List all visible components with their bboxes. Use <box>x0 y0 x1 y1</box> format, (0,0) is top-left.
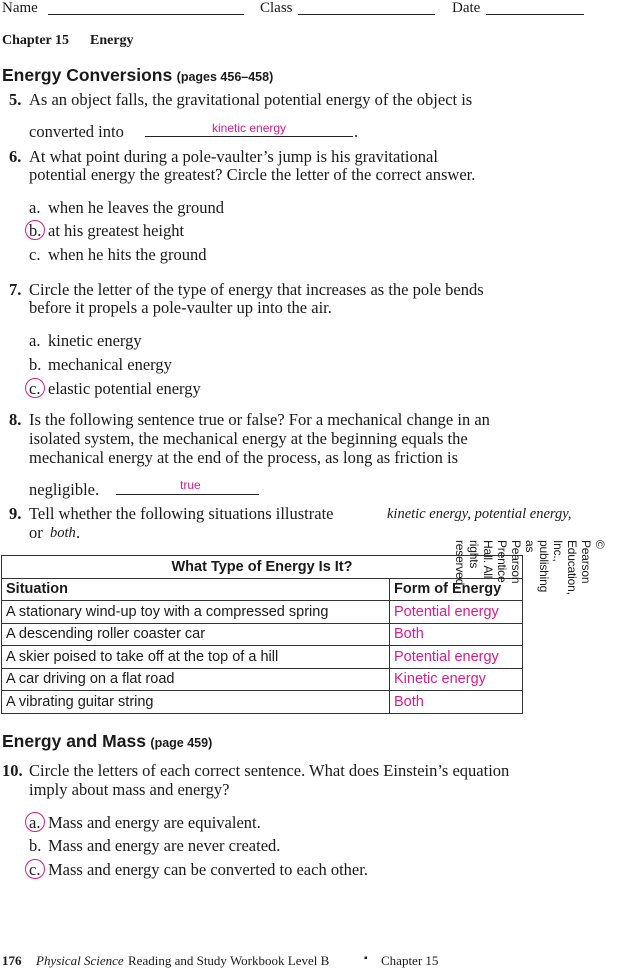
bullet-icon: ▪ <box>364 953 368 964</box>
class-field[interactable] <box>298 14 435 15</box>
option-text: elastic potential energy <box>48 379 201 398</box>
answer-blank[interactable] <box>145 136 353 137</box>
question-text: mechanical energy at the end of the process, as long as friction is <box>29 448 459 467</box>
question-text: before it propels a pole-vaulter up into the air. <box>29 298 332 317</box>
book-title: Reading and Study Workbook Level B <box>128 953 330 968</box>
section-pages: (pages 456–458) <box>176 70 274 84</box>
option-letter[interactable]: a. <box>29 813 41 832</box>
answer-cell[interactable]: Both <box>390 623 523 646</box>
option-text: when he leaves the ground <box>48 198 224 217</box>
question-text: negligible. <box>29 480 100 499</box>
question-text: isolated system, the mechanical energy at the beginning equals the <box>29 429 468 448</box>
column-header: Situation <box>2 578 390 601</box>
question-text: imply about mass and energy? <box>29 780 230 799</box>
chapter-label: Chapter 15 <box>2 33 70 48</box>
period: . <box>354 122 359 141</box>
section-title: Energy and Mass <box>2 731 146 751</box>
option-text: Mass and energy can be converted to each other. <box>48 860 368 879</box>
answer-cell[interactable]: Potential energy <box>390 646 523 669</box>
question-text: Circle the letter of the type of energy that increases as the pole bends <box>29 280 484 299</box>
answer-cell[interactable]: Potential energy <box>390 601 523 624</box>
table-title-row <box>2 556 523 579</box>
option-letter[interactable]: c. <box>29 860 41 879</box>
option-text: Mass and energy are never created. <box>48 836 281 855</box>
question-number: 8. <box>9 410 22 429</box>
situation-cell: A vibrating guitar string <box>2 691 390 714</box>
table-title: What Type of Energy Is It? <box>2 556 523 579</box>
question-text: or <box>29 523 43 542</box>
option-text: when he hits the ground <box>48 245 207 264</box>
name-label: Name <box>2 0 38 16</box>
option-text: kinetic energy <box>48 331 142 350</box>
question-number: 10. <box>2 761 23 780</box>
option-letter[interactable]: a. <box>29 198 41 217</box>
option-letter[interactable]: c. <box>29 245 41 264</box>
table-row <box>2 623 523 646</box>
question-text: potential energy the greatest? Circle the letter of the correct answer. <box>29 165 476 184</box>
section-title: Energy Conversions <box>2 65 173 85</box>
copyright-notice: © Pearson Education, Inc., publishing as Pearson Prentice Hall. All rights reserved. <box>453 540 607 595</box>
class-label: Class <box>260 0 293 16</box>
footer-chapter: Chapter 15 <box>381 953 439 968</box>
option-letter[interactable]: a. <box>29 331 41 350</box>
date-label: Date <box>452 0 481 16</box>
question-text-italic: kinetic energy, potential energy, <box>387 506 572 522</box>
answer-text: kinetic energy <box>212 121 287 135</box>
option-text: Mass and energy are equivalent. <box>48 813 261 832</box>
situation-cell: A skier poised to take off at the top of a hill <box>2 646 390 669</box>
question-number: 5. <box>9 90 22 109</box>
section-pages: (page 459) <box>150 736 213 750</box>
table-row <box>2 691 523 714</box>
question-text: As an object falls, the gravitational potential energy of the object is <box>29 90 473 109</box>
column-header: Form of Energy <box>390 578 523 601</box>
option-text: mechanical energy <box>48 355 172 374</box>
option-text: at his greatest height <box>48 221 185 240</box>
chapter-title: Energy <box>90 33 134 48</box>
question-text-italic: both <box>50 525 76 541</box>
option-letter[interactable]: c. <box>29 379 41 398</box>
page-number: 176 <box>2 953 22 968</box>
table-row <box>2 601 523 624</box>
question-number: 6. <box>9 147 22 166</box>
option-letter[interactable]: b. <box>29 355 42 374</box>
energy-type-table <box>1 555 523 714</box>
situation-cell: A descending roller coaster car <box>2 623 390 646</box>
option-letter[interactable]: b. <box>29 221 42 240</box>
date-field[interactable] <box>486 14 584 15</box>
section-heading-energy-and-mass <box>2 731 212 752</box>
situation-cell: A stationary wind-up toy with a compressed spring <box>2 601 390 624</box>
question-text: At what point during a pole-vaulter’s jump is his gravitational <box>29 147 438 166</box>
question-number: 7. <box>9 280 22 299</box>
answer-cell[interactable]: Both <box>390 691 523 714</box>
name-field[interactable] <box>48 14 244 15</box>
question-text: Circle the letters of each correct sentence. What does Einstein’s equation <box>29 761 510 780</box>
question-text: . <box>76 523 81 542</box>
question-text: converted into <box>29 122 124 141</box>
answer-blank[interactable] <box>116 494 259 495</box>
table-row <box>2 668 523 691</box>
option-letter[interactable]: b. <box>29 836 42 855</box>
question-text: Is the following sentence true or false? For a mechanical change in an <box>29 410 490 429</box>
book-title-italic: Physical Science <box>36 953 124 968</box>
question-number: 9. <box>9 504 22 523</box>
table-row <box>2 646 523 669</box>
answer-cell[interactable]: Kinetic energy <box>390 668 523 691</box>
table-header-row <box>2 578 523 601</box>
answer-text: true <box>180 478 201 492</box>
situation-cell: A car driving on a flat road <box>2 668 390 691</box>
question-text: Tell whether the following situations illustrate <box>29 504 334 523</box>
section-heading-energy-conversions <box>2 65 273 86</box>
